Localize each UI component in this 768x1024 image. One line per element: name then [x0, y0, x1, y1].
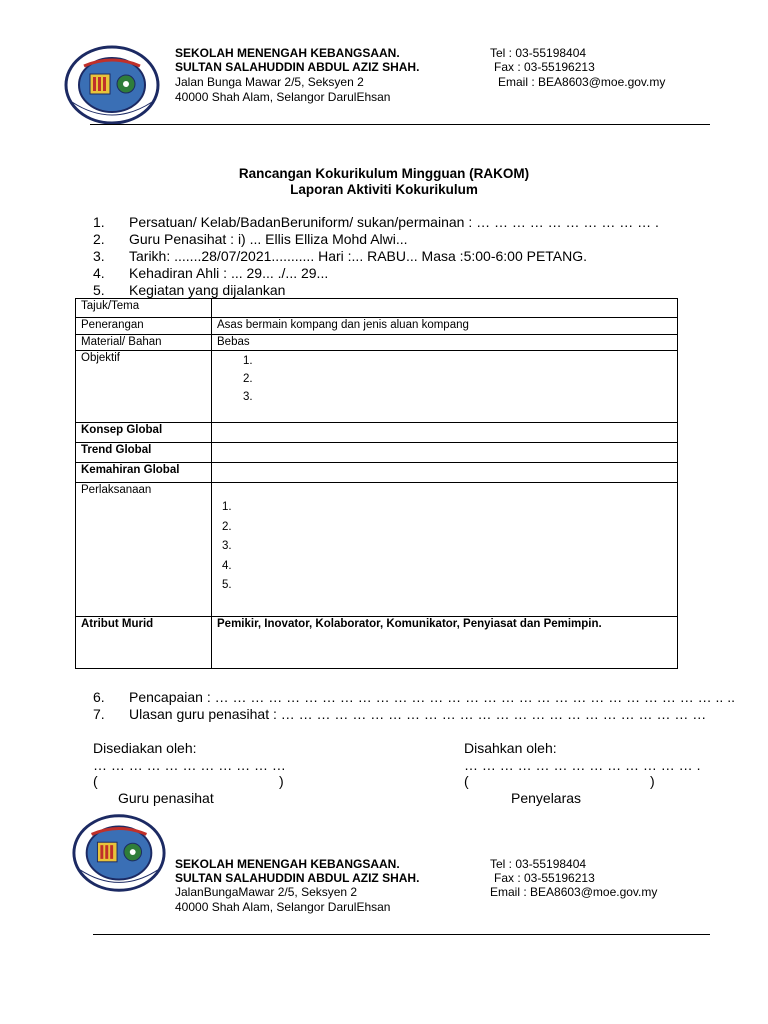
perlaksanaan-item: 1. [222, 501, 232, 513]
footer-email: Email : BEA8603@moe.gov.my [490, 885, 658, 899]
item-text: Kehadiran Ahli : ... 29... ./... 29... [129, 265, 329, 281]
approved-by-role: Penyelaras [511, 790, 582, 806]
perlaksanaan-item: 5. [222, 579, 232, 591]
row-trend [76, 443, 678, 463]
objektif-item: 1. [243, 355, 253, 367]
page-subtitle: Laporan Aktiviti Kokurikulum [290, 182, 478, 197]
item-text: Tarikh: .......28/07/2021........... Hari :... RABU... Masa :5:00-6:00 PETANG. [129, 248, 588, 264]
prepared-by-paren-open: ( [93, 773, 98, 789]
material-label: Material/ Bahan [76, 335, 212, 351]
perlaksanaan-item: 2. [222, 520, 232, 533]
trend-value [212, 443, 678, 463]
tajuk-label: Tajuk/Tema [76, 299, 212, 318]
perlaksanaan-label: Perlaksanaan [76, 483, 212, 617]
perlaksanaan-item: 4. [222, 559, 232, 572]
objektif-label: Objektif [76, 351, 212, 423]
footer-address-line1: JalanBungaMawar 2/5, Seksyen 2 [175, 885, 358, 899]
penerangan-label: Penerangan [76, 318, 212, 335]
tajuk-value [212, 299, 678, 318]
perlaksanaan-value [212, 483, 678, 617]
item-text: Ulasan guru penasihat : … … … … … … … … … … … … … … … … … … … … … … … … [129, 706, 707, 722]
item-text: Pencapaian : … … … … … … … … … … … … … … … … … … … … … … … … … … … … .. .. [129, 689, 735, 705]
atribut-label: Atribut Murid [76, 617, 212, 669]
kemahiran-label: Kemahiran Global [76, 463, 212, 483]
prepared-by-role: Guru penasihat [118, 790, 214, 806]
objektif-value [212, 351, 678, 423]
item-number: 6. [93, 689, 105, 705]
item-number: 2. [93, 231, 105, 247]
row-konsep [76, 423, 678, 443]
row-atribut [76, 617, 678, 669]
konsep-value [212, 423, 678, 443]
row-kemahiran [76, 463, 678, 483]
perlaksanaan-item: 3. [222, 540, 232, 552]
school-crest-logo [70, 812, 168, 894]
header-email: Email : BEA8603@moe.gov.my [498, 75, 666, 89]
atribut-value: Pemikir, Inovator, Kolaborator, Komunikator, Penyiasat dan Pemimpin. [212, 617, 678, 669]
row-perlaksanaan [76, 483, 678, 617]
row-tajuk [76, 299, 678, 318]
activity-form-table [75, 298, 678, 669]
row-material [76, 335, 678, 351]
row-objektif [76, 351, 678, 423]
school-crest-logo [62, 44, 162, 126]
header-fax: Fax : 03-55196213 [494, 60, 595, 74]
item-number: 4. [93, 265, 105, 281]
prepared-by-label: Disediakan oleh: [93, 740, 197, 756]
row-penerangan [76, 318, 678, 335]
objektif-item: 2. [243, 373, 253, 385]
item-number: 7. [93, 706, 105, 722]
header-school-line1: SEKOLAH MENENGAH KEBANGSAAN. [175, 46, 400, 60]
approved-by-label: Disahkan oleh: [464, 740, 557, 756]
header-tel: Tel : 03-55198404 [490, 46, 587, 60]
item-text: Persatuan/ Kelab/BadanBeruniform/ sukan/permainan : … … … … … … … … … … . [129, 214, 659, 230]
header-address-line2: 40000 Shah Alam, Selangor DarulEhsan [175, 90, 391, 104]
approved-by-paren-close: ) [650, 773, 655, 789]
approved-by-dots: … … … … … … … … … … … … … . [464, 757, 701, 773]
prepared-by-dots: … … … … … … … … … … … [93, 757, 286, 773]
page-title: Rancangan Kokurikulum Mingguan (RAKOM) [238, 166, 530, 181]
footer-address-line2: 40000 Shah Alam, Selangor DarulEhsan [175, 900, 391, 914]
material-value: Bebas [212, 335, 678, 351]
footer-fax: Fax : 03-55196213 [494, 871, 595, 885]
trend-label: Trend Global [76, 443, 212, 463]
item-text: Kegiatan yang dijalankan [129, 282, 286, 298]
footer-divider [93, 934, 710, 935]
item-number: 3. [93, 248, 105, 264]
footer-tel: Tel : 03-55198404 [490, 857, 587, 871]
item-number: 1. [93, 214, 105, 230]
approved-by-paren-open: ( [464, 773, 469, 789]
item-text: Guru Penasihat : i) ... Ellis Elliza Mohd Alwi... [129, 231, 408, 247]
footer-school-line1: SEKOLAH MENENGAH KEBANGSAAN. [175, 857, 400, 871]
objektif-item: 3. [243, 391, 253, 403]
penerangan-value: Asas bermain kompang dan jenis aluan kompang [212, 318, 678, 335]
footer-school-line2: SULTAN SALAHUDDIN ABDUL AZIZ SHAH. [175, 871, 420, 885]
header-school-line2: SULTAN SALAHUDDIN ABDUL AZIZ SHAH. [175, 60, 420, 74]
header-address-line1: Jalan Bunga Mawar 2/5, Seksyen 2 [175, 75, 364, 89]
kemahiran-value [212, 463, 678, 483]
konsep-label: Konsep Global [76, 423, 212, 443]
header-divider [90, 124, 710, 125]
item-number: 5. [93, 282, 105, 298]
prepared-by-paren-close: ) [279, 773, 284, 789]
